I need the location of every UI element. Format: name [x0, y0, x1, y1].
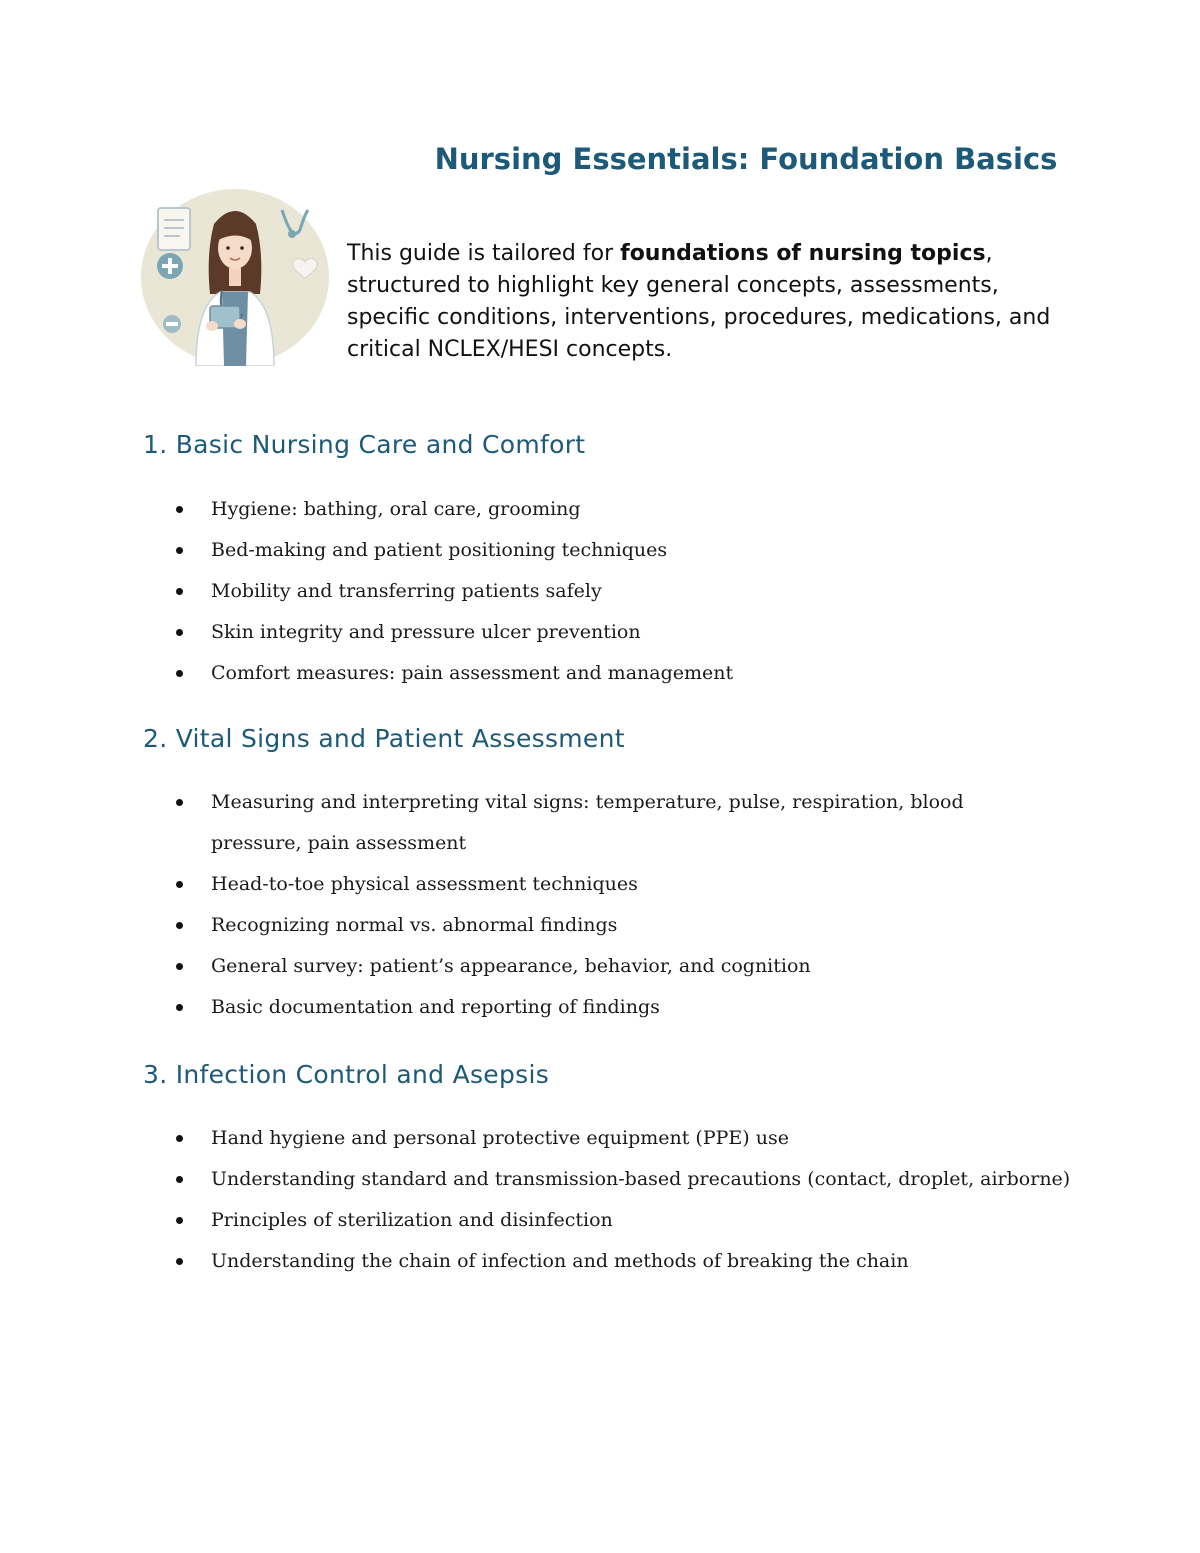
list-item-text: Comfort measures: pain assessment and management	[211, 662, 734, 684]
list-item-text: Measuring and interpreting vital signs: temperature, pulse, respiration, blood pressure, pain assessment	[211, 791, 964, 854]
bullet-icon	[176, 1258, 183, 1265]
list-item	[174, 489, 1074, 530]
section-heading-vital-signs: 2. Vital Signs and Patient Assessment	[143, 724, 625, 753]
list-item-text: Recognizing normal vs. abnormal findings	[211, 914, 618, 936]
bullet-icon	[176, 588, 183, 595]
bullet-icon	[176, 1176, 183, 1183]
bullet-icon	[176, 881, 183, 888]
bullet-icon	[176, 547, 183, 554]
bullet-icon	[176, 629, 183, 636]
list-item	[174, 864, 1054, 905]
section-heading-infection-control: 3. Infection Control and Asepsis	[143, 1060, 550, 1089]
list-item-text: Skin integrity and pressure ulcer prevention	[211, 621, 641, 643]
bullet-icon	[176, 1217, 183, 1224]
page-title: Nursing Essentials: Foundation Basics	[434, 142, 1058, 176]
bullet-icon	[176, 506, 183, 513]
list-item	[174, 1159, 1094, 1200]
list-item-text: Head-to-toe physical assessment techniques	[211, 873, 638, 895]
bullet-icon	[176, 799, 183, 806]
list-item	[174, 1200, 1094, 1241]
list-item	[174, 1241, 1094, 1282]
intro-paragraph	[347, 238, 1087, 366]
list-item	[174, 987, 1054, 1028]
list-item-text: Bed-making and patient positioning techniques	[211, 539, 668, 561]
list-item-text: Mobility and transferring patients safely	[211, 580, 602, 602]
list-item	[174, 571, 1074, 612]
section-list-vital-signs	[174, 782, 1054, 1028]
intro-text-end: , structured to highlight key general concepts, assessments, specific conditions, interventions, procedures, medications, and critical NCLEX/HESI concepts.	[347, 241, 1051, 362]
list-item	[174, 946, 1054, 987]
list-item-text: Basic documentation and reporting of findings	[211, 996, 660, 1018]
list-item	[174, 782, 1054, 864]
list-item	[174, 1118, 1094, 1159]
list-item-text: Hand hygiene and personal protective equipment (PPE) use	[211, 1127, 789, 1149]
list-item-text: General survey: patient’s appearance, behavior, and cognition	[211, 955, 811, 977]
list-item	[174, 905, 1054, 946]
bullet-icon	[176, 1004, 183, 1011]
list-item	[174, 530, 1074, 571]
intro-bold-phrase: foundations of nursing topics	[620, 241, 986, 266]
list-item	[174, 612, 1074, 653]
bullet-icon	[176, 1135, 183, 1142]
list-item-text: Understanding standard and transmission-based precautions (contact, droplet, airborne)	[211, 1168, 1071, 1190]
section-list-basic-nursing-care	[174, 489, 1074, 694]
nurse-illustration	[140, 188, 330, 366]
list-item	[174, 653, 1074, 694]
list-item-text: Understanding the chain of infection and methods of breaking the chain	[211, 1250, 909, 1272]
list-item-text: Hygiene: bathing, oral care, grooming	[211, 498, 581, 520]
bullet-icon	[176, 670, 183, 677]
intro-text-start: This guide is tailored for	[347, 241, 621, 266]
bullet-icon	[176, 963, 183, 970]
section-list-infection-control	[174, 1118, 1094, 1282]
list-item-text: Principles of sterilization and disinfection	[211, 1209, 613, 1231]
bullet-icon	[176, 922, 183, 929]
section-heading-basic-nursing-care: 1. Basic Nursing Care and Comfort	[143, 430, 586, 459]
